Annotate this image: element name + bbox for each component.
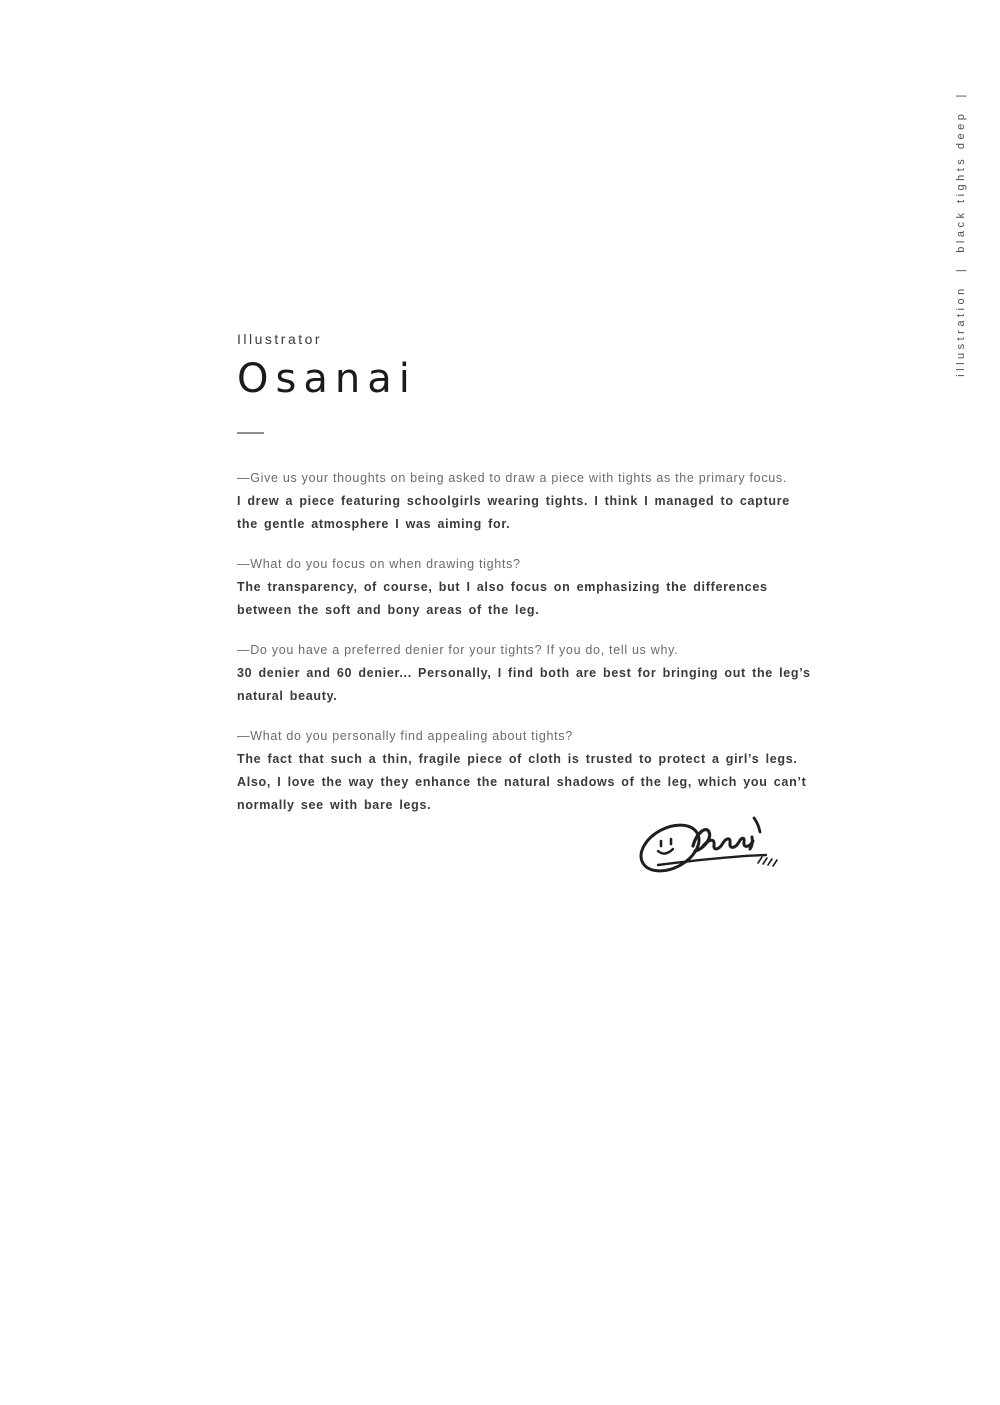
interview-answer: 30 denier and 60 denier... Personally, I find both are best for bringing out the leg’s natural beauty. <box>237 666 811 703</box>
interview-question: —What do you personally find appealing about tights? <box>237 729 573 743</box>
qa-list <box>237 467 815 817</box>
interview-answer: I drew a piece featuring schoolgirls wearing tights. I think I managed to capture the gentle atmosphere I was aiming for. <box>237 494 790 531</box>
illustrator-role-label: Illustrator <box>237 331 323 347</box>
interview-answer: The fact that such a thin, fragile piece of cloth is trusted to protect a girl’s legs. Also, I love the way they enhance the natural shadows of the leg, which you can’t normally see with bare legs. <box>237 752 807 812</box>
interview-question: —Give us your thoughts on being asked to draw a piece with tights as the primary focus. <box>237 471 788 485</box>
qa-section <box>237 639 815 708</box>
interview-content <box>237 331 815 834</box>
osanai-signature <box>630 804 780 888</box>
interview-answer: The transparency, of course, but I also focus on emphasizing the differences between the soft and bony areas of the leg. <box>237 580 768 617</box>
osanai-signature-image <box>630 804 780 888</box>
artist-name-title: Osanai <box>237 356 417 402</box>
qa-section <box>237 467 815 536</box>
sidebar-vertical-caption <box>952 66 970 402</box>
qa-section <box>237 553 815 622</box>
heading-divider <box>237 432 264 434</box>
interview-question: —Do you have a preferred denier for your tights? If you do, tell us why. <box>237 643 679 657</box>
interview-question: —What do you focus on when drawing tights? <box>237 557 521 571</box>
vertical-caption-text: illustration | black tights deep | <box>955 91 968 377</box>
